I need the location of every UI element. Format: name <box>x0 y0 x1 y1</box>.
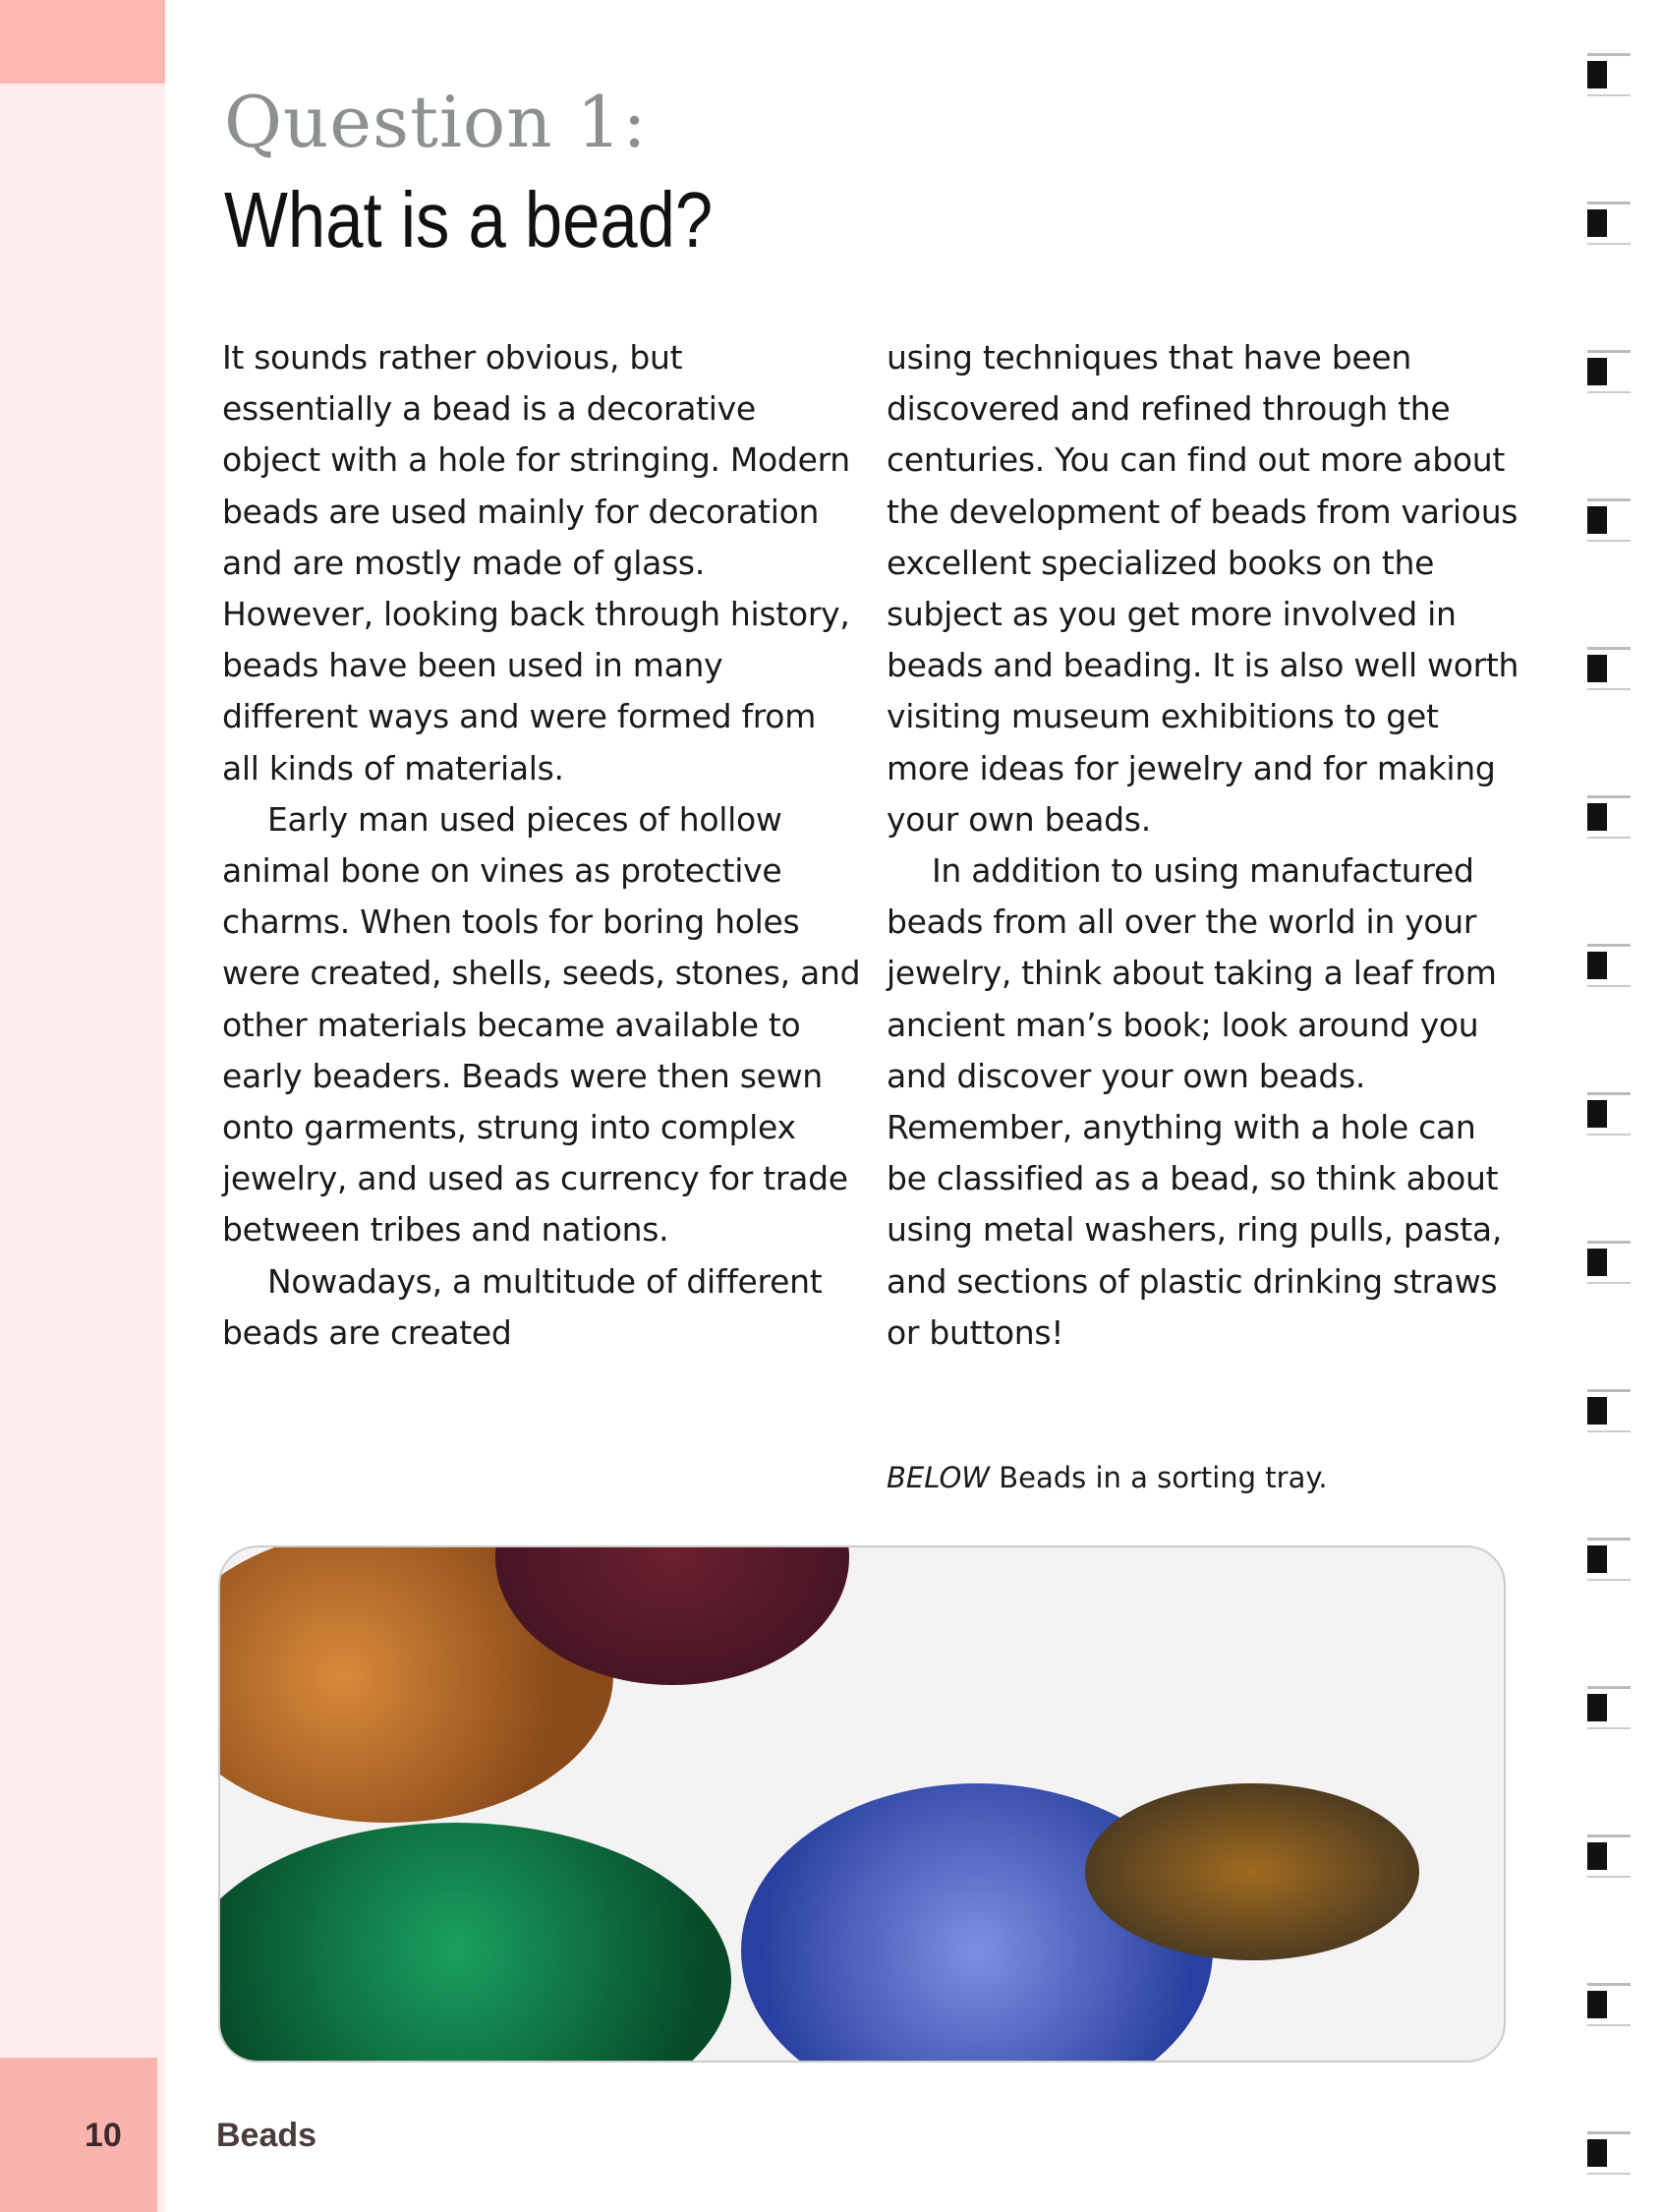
amber-beads <box>1085 1783 1419 1960</box>
question-number: Question 1: <box>224 81 648 163</box>
page-title: What is a bead? <box>224 176 714 263</box>
margin-tab-bottom <box>0 2058 157 2212</box>
binding-ring-icon <box>1587 1239 1633 1286</box>
binding-ring-icon <box>1587 1387 1633 1434</box>
paragraph: In addition to using manufactured beads from all over the world in your jewelry, think about taking a leaf from ancient man’s book; look around you and discover your own beads. Remember, anything with a hole can be classified as a bead, so think about using metal washers, ring pulls, pasta, and sections of plastic drinking straws or buttons! <box>887 851 1503 1352</box>
margin-strip <box>0 0 165 2212</box>
binding-ring-icon <box>1587 1981 1633 2028</box>
green-beads <box>218 1823 731 2063</box>
binding-ring-icon <box>1587 645 1633 692</box>
body-column-1 <box>222 332 861 1359</box>
binding-ring-icon <box>1587 793 1633 841</box>
binding-ring-icon <box>1587 348 1633 395</box>
body-column-2 <box>887 332 1525 1359</box>
paragraph: Nowadays, a multitude of different beads are created <box>222 1261 823 1352</box>
caption-label: BELOW <box>887 1461 990 1494</box>
binding-ring-icon <box>1587 2129 1633 2177</box>
photo-caption <box>887 1461 1328 1494</box>
caption-text: Beads in a sorting tray. <box>989 1461 1328 1494</box>
binding-ring-icon <box>1587 1536 1633 1583</box>
running-footer: Beads <box>216 2117 317 2154</box>
binding-ring-icon <box>1587 1833 1633 1880</box>
binding-ring-icon <box>1587 1684 1633 1731</box>
bead-tray-photo <box>218 1545 1506 2063</box>
binding-ring-icon <box>1587 200 1633 247</box>
binding-ring-icon <box>1587 942 1633 989</box>
paragraph: Early man used pieces of hollow animal bone on vines as protective charms. When tools for boring holes were created, shells, seeds, stones, and other materials became available to early beaders. Beads were then sewn onto garments, strung into complex jewelry, and used as currency for trade between tribes and nations. <box>222 799 861 1250</box>
page-number: 10 <box>85 2117 122 2154</box>
binding-ring-icon <box>1587 496 1633 544</box>
paragraph: using techniques that have been discovered and refined through the centuries. You can find out more about the development of beads from various excellent specialized books on the subject as you get more involved in beads and beading. It is also well worth visiting museum exhibitions to get more ideas for jewelry and for making your own beads. <box>887 338 1519 839</box>
binding-ring-icon <box>1587 51 1633 98</box>
paragraph: It sounds rather obvious, but essentially a bead is a decorative object with a hole for stringing. Modern beads are used mainly for decoration and are mostly made of glass. However, looking back through history, beads have been used in many different ways and were formed from all kinds of materials. <box>222 338 850 787</box>
margin-tab-top <box>0 0 165 84</box>
binding-ring-icon <box>1587 1090 1633 1137</box>
